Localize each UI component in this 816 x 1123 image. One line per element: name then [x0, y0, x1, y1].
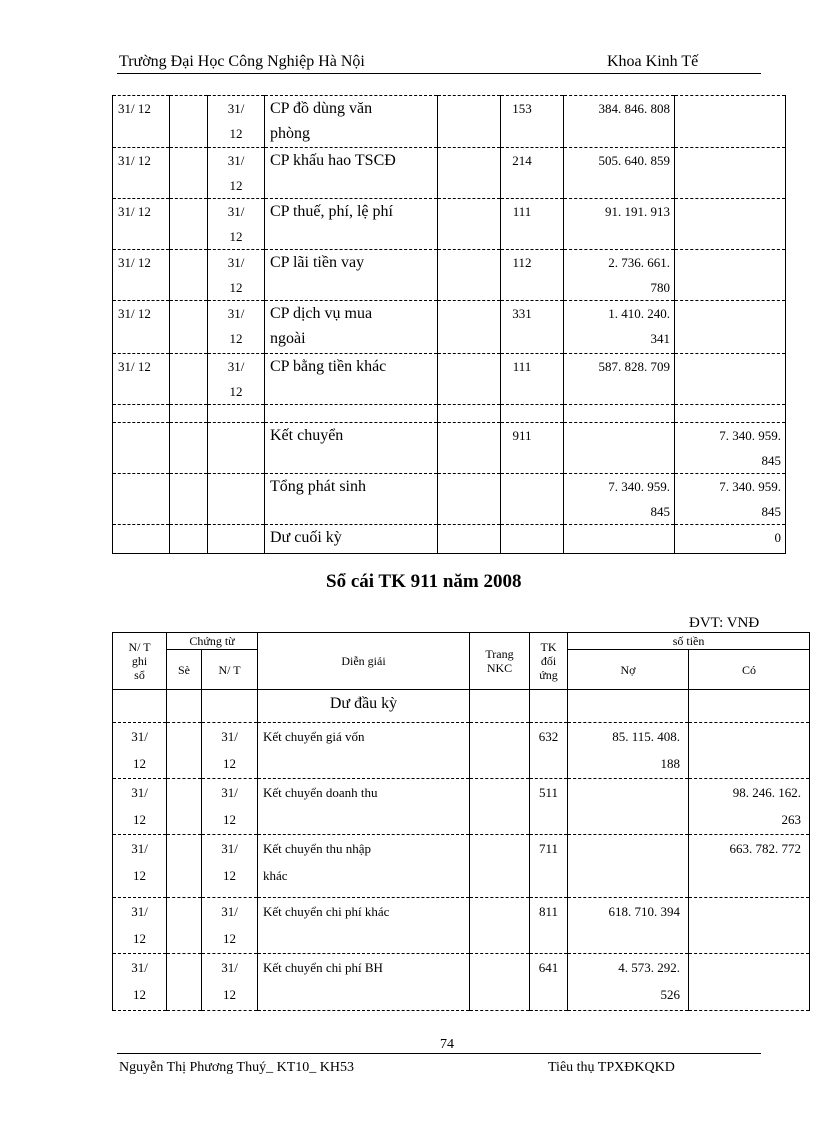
- credit-cell: [675, 301, 786, 354]
- account-cell: 111: [501, 354, 564, 405]
- voucher-no-cell: [170, 354, 208, 405]
- account-cell: [501, 474, 564, 525]
- empty-cell: [530, 690, 568, 723]
- col-header-voucher-no: Sè: [167, 650, 202, 690]
- voucher-date-cell: 31/ 12: [202, 954, 258, 1011]
- opening-balance-label: Dư đầu kỳ: [258, 690, 470, 723]
- ledger-title: Sổ cái TK 911 năm 2008: [326, 571, 522, 592]
- col-header-date: N/ T ghi sổ: [113, 633, 167, 690]
- credit-cell: [675, 250, 786, 301]
- account-cell: 511: [530, 779, 568, 835]
- page-cell: [438, 96, 501, 148]
- credit-cell: 98. 246. 162. 263: [689, 779, 810, 835]
- debit-cell: 1. 410. 240. 341: [564, 301, 675, 354]
- description-cell: Kết chuyển chi phí BH: [258, 954, 470, 1011]
- voucher-date-cell: 31/ 12: [202, 779, 258, 835]
- page-cell: [470, 779, 530, 835]
- col-header-voucher-date: N/ T: [202, 650, 258, 690]
- voucher-date-cell: [208, 423, 265, 474]
- voucher-no-cell: [170, 474, 208, 525]
- description-cell: Kết chuyển: [265, 423, 438, 474]
- description-cell: Kết chuyển doanh thu: [258, 779, 470, 835]
- credit-cell: [675, 405, 786, 423]
- voucher-no-cell: [170, 250, 208, 301]
- empty-cell: [202, 690, 258, 723]
- table-row: [113, 723, 810, 779]
- description-cell: Tổng phát sinh: [265, 474, 438, 525]
- header-rule: [117, 73, 761, 74]
- debit-cell: [568, 779, 689, 835]
- date-cell: 31/ 12: [113, 898, 167, 954]
- voucher-no-cell: [170, 96, 208, 148]
- description-cell: CP bằng tiền khác: [265, 354, 438, 405]
- debit-cell: 2. 736. 661. 780: [564, 250, 675, 301]
- page-cell: [438, 405, 501, 423]
- description-cell: CP khấu hao TSCĐ: [265, 148, 438, 199]
- voucher-date-cell: [208, 405, 265, 423]
- voucher-no-cell: [167, 898, 202, 954]
- footer-author: Nguyễn Thị Phương Thuý_ KT10_ KH53: [119, 1060, 354, 1075]
- table-row: [113, 405, 786, 423]
- credit-cell: 7. 340. 959. 845: [675, 474, 786, 525]
- date-cell: 31/ 12: [113, 96, 170, 148]
- table-row: [113, 525, 786, 554]
- description-cell: Kết chuyển thu nhập khác: [258, 835, 470, 898]
- col-header-description: Diễn giải: [258, 633, 470, 690]
- voucher-date-cell: [208, 525, 265, 554]
- voucher-no-cell: [167, 954, 202, 1011]
- debit-cell: 4. 573. 292. 526: [568, 954, 689, 1011]
- page-cell: [438, 474, 501, 525]
- account-cell: 641: [530, 954, 568, 1011]
- voucher-date-cell: 31/ 12: [202, 835, 258, 898]
- date-cell: [113, 405, 170, 423]
- voucher-no-cell: [170, 199, 208, 250]
- debit-cell: 384. 846. 808: [564, 96, 675, 148]
- debit-cell: 91. 191. 913: [564, 199, 675, 250]
- voucher-date-cell: 31/ 12: [208, 148, 265, 199]
- debit-cell: 618. 710. 394: [568, 898, 689, 954]
- page-cell: [438, 354, 501, 405]
- table-row: [113, 423, 786, 474]
- credit-cell: [675, 96, 786, 148]
- debit-cell: 505. 640. 859: [564, 148, 675, 199]
- col-header-voucher: Chứng từ: [167, 633, 258, 650]
- credit-cell: [675, 199, 786, 250]
- voucher-date-cell: 31/ 12: [208, 354, 265, 405]
- col-header-credit: Có: [689, 650, 810, 690]
- empty-cell: [689, 690, 810, 723]
- description-cell: [265, 405, 438, 423]
- page-cell: [438, 250, 501, 301]
- voucher-no-cell: [167, 835, 202, 898]
- credit-cell: 663. 782. 772: [689, 835, 810, 898]
- voucher-date-cell: [208, 474, 265, 525]
- description-cell: CP thuế, phí, lệ phí: [265, 199, 438, 250]
- voucher-date-cell: 31/ 12: [208, 250, 265, 301]
- debit-cell: [564, 423, 675, 474]
- table-row: [113, 474, 786, 525]
- date-cell: [113, 423, 170, 474]
- voucher-no-cell: [167, 723, 202, 779]
- account-cell: 112: [501, 250, 564, 301]
- voucher-no-cell: [170, 405, 208, 423]
- account-cell: 911: [501, 423, 564, 474]
- footer-topic: Tiêu thụ TPXĐKQKD: [548, 1060, 675, 1075]
- credit-cell: [675, 148, 786, 199]
- description-cell: CP lãi tiền vay: [265, 250, 438, 301]
- page-cell: [470, 954, 530, 1011]
- footer-rule: [117, 1053, 761, 1054]
- credit-cell: [675, 354, 786, 405]
- voucher-date-cell: 31/ 12: [208, 301, 265, 354]
- col-header-debit: Nợ: [568, 650, 689, 690]
- debit-cell: [564, 405, 675, 423]
- voucher-date-cell: 31/ 12: [208, 96, 265, 148]
- voucher-date-cell: 31/ 12: [202, 723, 258, 779]
- header-faculty: Khoa Kinh Tế: [607, 53, 699, 70]
- debit-cell: 7. 340. 959. 845: [564, 474, 675, 525]
- col-header-amount: số tiền: [568, 633, 810, 650]
- page-cell: [470, 835, 530, 898]
- account-cell: 153: [501, 96, 564, 148]
- account-cell: 632: [530, 723, 568, 779]
- credit-cell: [689, 954, 810, 1011]
- account-cell: 811: [530, 898, 568, 954]
- date-cell: [113, 525, 170, 554]
- date-cell: [113, 474, 170, 525]
- date-cell: 31/ 12: [113, 835, 167, 898]
- page-cell: [438, 423, 501, 474]
- date-cell: 31/ 12: [113, 779, 167, 835]
- ledger-911-table: [112, 632, 810, 1011]
- account-cell: 214: [501, 148, 564, 199]
- table-row: [113, 354, 786, 405]
- voucher-date-cell: 31/ 12: [208, 199, 265, 250]
- table-row: [113, 779, 810, 835]
- voucher-no-cell: [170, 301, 208, 354]
- empty-cell: [568, 690, 689, 723]
- account-cell: 711: [530, 835, 568, 898]
- page-cell: [438, 148, 501, 199]
- voucher-date-cell: 31/ 12: [202, 898, 258, 954]
- credit-cell: 0: [675, 525, 786, 554]
- table-row: [113, 199, 786, 250]
- description-cell: Dư cuối kỳ: [265, 525, 438, 554]
- description-cell: Kết chuyển chi phí khác: [258, 898, 470, 954]
- date-cell: 31/ 12: [113, 954, 167, 1011]
- col-header-page: Trang NKC: [470, 633, 530, 690]
- credit-cell: [689, 723, 810, 779]
- debit-cell: 85. 115. 408. 188: [568, 723, 689, 779]
- debit-cell: [564, 525, 675, 554]
- date-cell: 31/ 12: [113, 250, 170, 301]
- empty-cell: [113, 690, 167, 723]
- table-row: [113, 96, 786, 148]
- table-row: [113, 835, 810, 898]
- table-row: [113, 148, 786, 199]
- expense-ledger-table: [112, 95, 786, 554]
- date-cell: 31/ 12: [113, 354, 170, 405]
- col-header-account: TK đối ứng: [530, 633, 568, 690]
- voucher-no-cell: [170, 525, 208, 554]
- date-cell: 31/ 12: [113, 199, 170, 250]
- description-cell: CP dịch vụ mua ngoài: [265, 301, 438, 354]
- voucher-no-cell: [170, 148, 208, 199]
- account-cell: 111: [501, 199, 564, 250]
- header-school: Trường Đại Học Công Nghiệp Hà Nội: [119, 53, 365, 70]
- debit-cell: [568, 835, 689, 898]
- credit-cell: 7. 340. 959. 845: [675, 423, 786, 474]
- page-cell: [438, 199, 501, 250]
- date-cell: 31/ 12: [113, 148, 170, 199]
- account-cell: [501, 405, 564, 423]
- page-cell: [438, 301, 501, 354]
- empty-cell: [470, 690, 530, 723]
- table-row: [113, 250, 786, 301]
- date-cell: 31/ 12: [113, 723, 167, 779]
- unit-label: ĐVT: VNĐ: [689, 615, 760, 631]
- table-row: [113, 898, 810, 954]
- page-cell: [470, 898, 530, 954]
- page-number: 74: [440, 1037, 454, 1052]
- credit-cell: [689, 898, 810, 954]
- page-cell: [470, 723, 530, 779]
- opening-balance-row: [113, 690, 810, 723]
- account-cell: 331: [501, 301, 564, 354]
- debit-cell: 587. 828. 709: [564, 354, 675, 405]
- empty-cell: [167, 690, 202, 723]
- description-cell: Kết chuyển giá vốn: [258, 723, 470, 779]
- account-cell: [501, 525, 564, 554]
- date-cell: 31/ 12: [113, 301, 170, 354]
- voucher-no-cell: [170, 423, 208, 474]
- voucher-no-cell: [167, 779, 202, 835]
- page-cell: [438, 525, 501, 554]
- description-cell: CP đồ dùng văn phòng: [265, 96, 438, 148]
- table-row: [113, 954, 810, 1011]
- table-row: [113, 301, 786, 354]
